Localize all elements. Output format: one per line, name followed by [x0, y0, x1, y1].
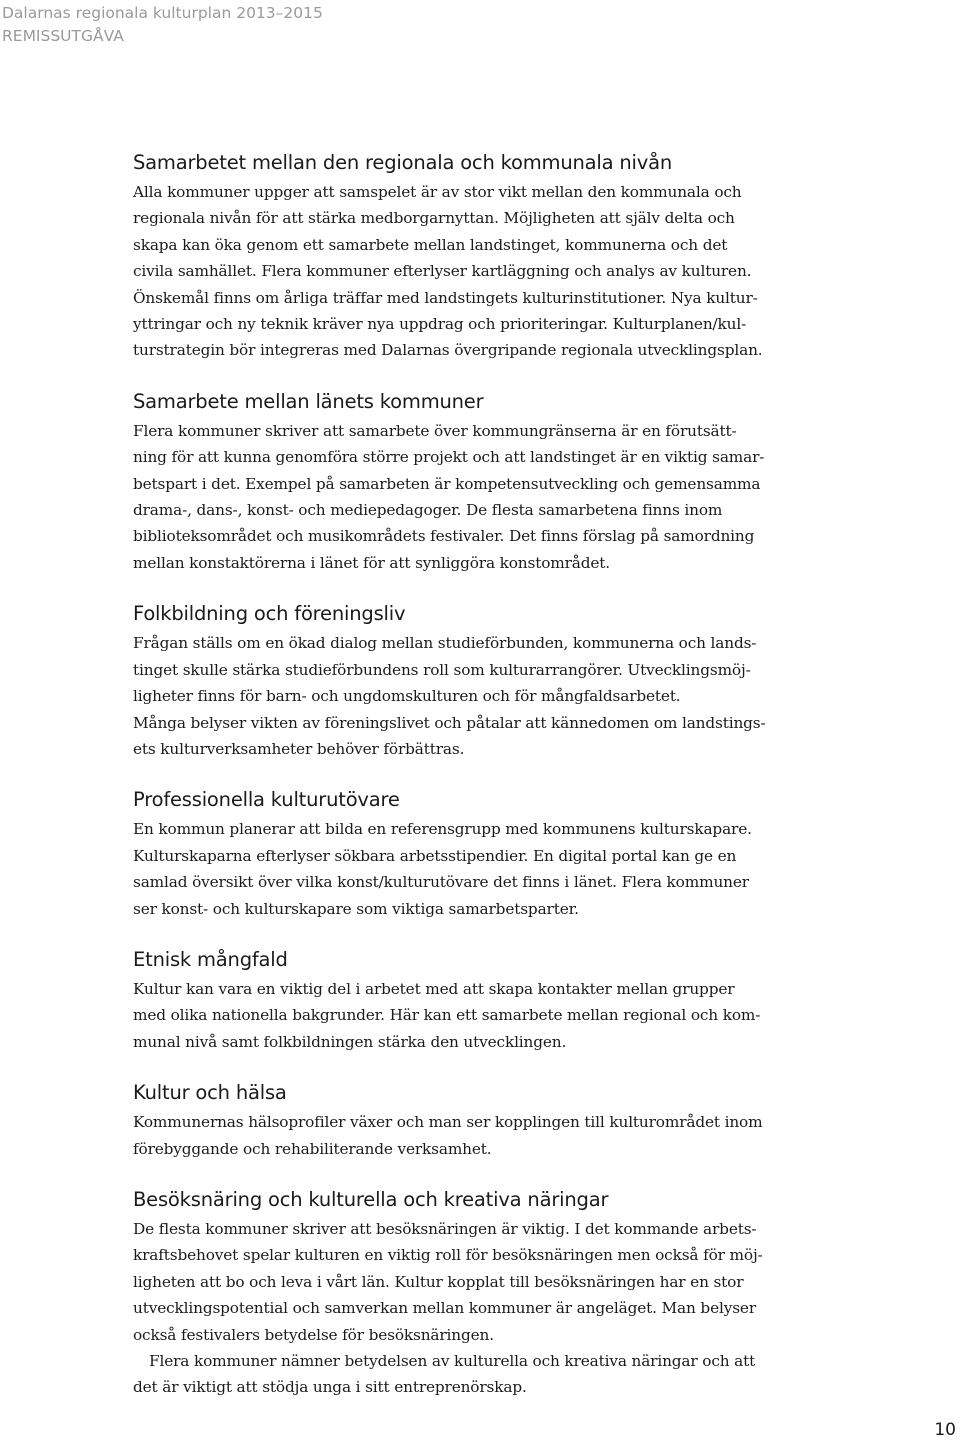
body-line: civila samhället. Flera kommuner efterlyser kartläggning och analys av kulturen. — [133, 262, 752, 281]
body-line: skapa kan öka genom ett samarbete mellan landstinget, kommunerna och det — [133, 235, 728, 254]
body-line: ligheter finns för barn- och ungdomskulturen och för mångfaldsarbetet. — [133, 687, 681, 706]
body-line: mellan konstaktörerna i länet för att synliggöra konstområdet. — [133, 553, 611, 572]
body-line: turstrategin bör integreras med Dalarnas övergripande regionala utvecklingsplan. — [133, 341, 763, 360]
section-heading: Samarbete mellan länets kommuner — [133, 389, 484, 413]
section-heading: Besöksnäring och kulturella och kreativa näringar — [133, 1187, 609, 1211]
section-heading: Kultur och hälsa — [133, 1081, 287, 1105]
body-line: det är viktigt att stödja unga i sitt entreprenörskap. — [133, 1378, 527, 1397]
body-line: Flera kommuner skriver att samarbete över kommungränserna är en förutsätt- — [133, 421, 737, 440]
body-line: munal nivå samt folkbildningen stärka den utvecklingen. — [133, 1032, 567, 1051]
body-line: Kultur kan vara en viktig del i arbetet med att skapa kontakter mellan grupper — [133, 979, 735, 998]
body-line: samlad översikt över vilka konst/kulturutövare det finns i länet. Flera kommuner — [133, 873, 749, 892]
body-line: med olika nationella bakgrunder. Här kan ett samarbete mellan regional och kom- — [133, 1006, 761, 1025]
document-subtitle: REMISSUTGÅVA — [2, 27, 124, 45]
body-line: biblioteksområdet och musikområdets festivaler. Det finns förslag på samordning — [133, 527, 755, 546]
body-line: kraftsbehovet spelar kulturen en viktig roll för besöksnäringen men också för möj- — [133, 1246, 763, 1265]
section-professionella — [133, 787, 833, 922]
body-line: betspart i det. Exempel på samarbeten är kompetensutveckling och gemensamma — [133, 474, 761, 493]
body-line: Kommunernas hälsoprofiler växer och man ser kopplingen till kulturområdet inom — [133, 1113, 763, 1132]
body-line: Önskemål finns om årliga träffar med landstingets kulturinstitutioner. Nya kultur- — [133, 288, 758, 307]
body-line: Kulturskaparna efterlyser sökbara arbetsstipendier. En digital portal kan ge en — [133, 846, 737, 865]
main-content — [133, 150, 833, 1401]
section-body — [133, 816, 833, 922]
section-body — [133, 976, 833, 1055]
body-line: Många belyser vikten av föreningslivet och påtalar att kännedomen om landstings- — [133, 713, 766, 732]
body-line: Frågan ställs om en ökad dialog mellan studieförbunden, kommunerna och lands- — [133, 634, 757, 653]
section-body — [133, 1216, 833, 1401]
section-heading: Samarbetet mellan den regionala och kommunala nivån — [133, 151, 672, 174]
body-line: Alla kommuner uppger att samspelet är av stor vikt mellan den kommunala och — [133, 183, 742, 201]
body-line: Flera kommuner nämner betydelsen av kulturella och kreativa näringar och att — [149, 1352, 756, 1370]
body-line: regionala nivån för att stärka medborgarnyttan. Möjligheten att själv delta och — [133, 209, 735, 228]
running-header — [2, 2, 323, 48]
body-line: drama-, dans-, konst- och mediepedagoger. De flesta samarbetena finns inom — [133, 501, 723, 520]
section-folkbildning — [133, 601, 833, 762]
section-heading: Etnisk mångfald — [133, 947, 288, 971]
body-line: ning för att kunna genomföra större projekt och att landstinget är en viktig samar- — [133, 448, 765, 467]
section-body — [133, 418, 833, 576]
section-besoksnaring — [133, 1187, 833, 1401]
section-regional-kommunal — [133, 150, 833, 364]
body-line: En kommun planerar att bilda en referensgrupp med kommunens kulturskapare. — [133, 820, 752, 839]
body-line: utvecklingspotential och samverkan mellan kommuner är angeläget. Man belyser — [133, 1299, 756, 1318]
section-body — [133, 1109, 833, 1162]
section-etnisk-mangfald — [133, 947, 833, 1055]
body-line: ligheten att bo och leva i vårt län. Kultur kopplat till besöksnäringen har en stor — [133, 1272, 744, 1291]
section-lanets-kommuner — [133, 389, 833, 576]
section-body — [133, 179, 833, 364]
section-kultur-halsa — [133, 1080, 833, 1162]
body-line: förebyggande och rehabiliterande verksamhet. — [133, 1139, 492, 1158]
section-body — [133, 630, 833, 762]
body-line: tinget skulle stärka studieförbundens roll som kulturarrangörer. Utvecklingsmöj- — [133, 660, 751, 679]
body-line: ser konst- och kulturskapare som viktiga samarbetsparter. — [133, 899, 579, 918]
page-number: 10 — [934, 1420, 956, 1440]
body-line: yttringar och ny teknik kräver nya uppdrag och prioriteringar. Kulturplanen/kul- — [133, 315, 747, 334]
body-line: också festivalers betydelse för besöksnäringen. — [133, 1325, 494, 1344]
section-heading: Folkbildning och föreningsliv — [133, 602, 406, 626]
document-title: Dalarnas regionala kulturplan 2013–2015 — [2, 4, 323, 22]
body-line: ets kulturverksamheter behöver förbättras. — [133, 739, 465, 758]
body-line: De flesta kommuner skriver att besöksnäringen är viktig. I det kommande arbets- — [133, 1219, 757, 1238]
section-heading: Professionella kulturutövare — [133, 788, 400, 812]
